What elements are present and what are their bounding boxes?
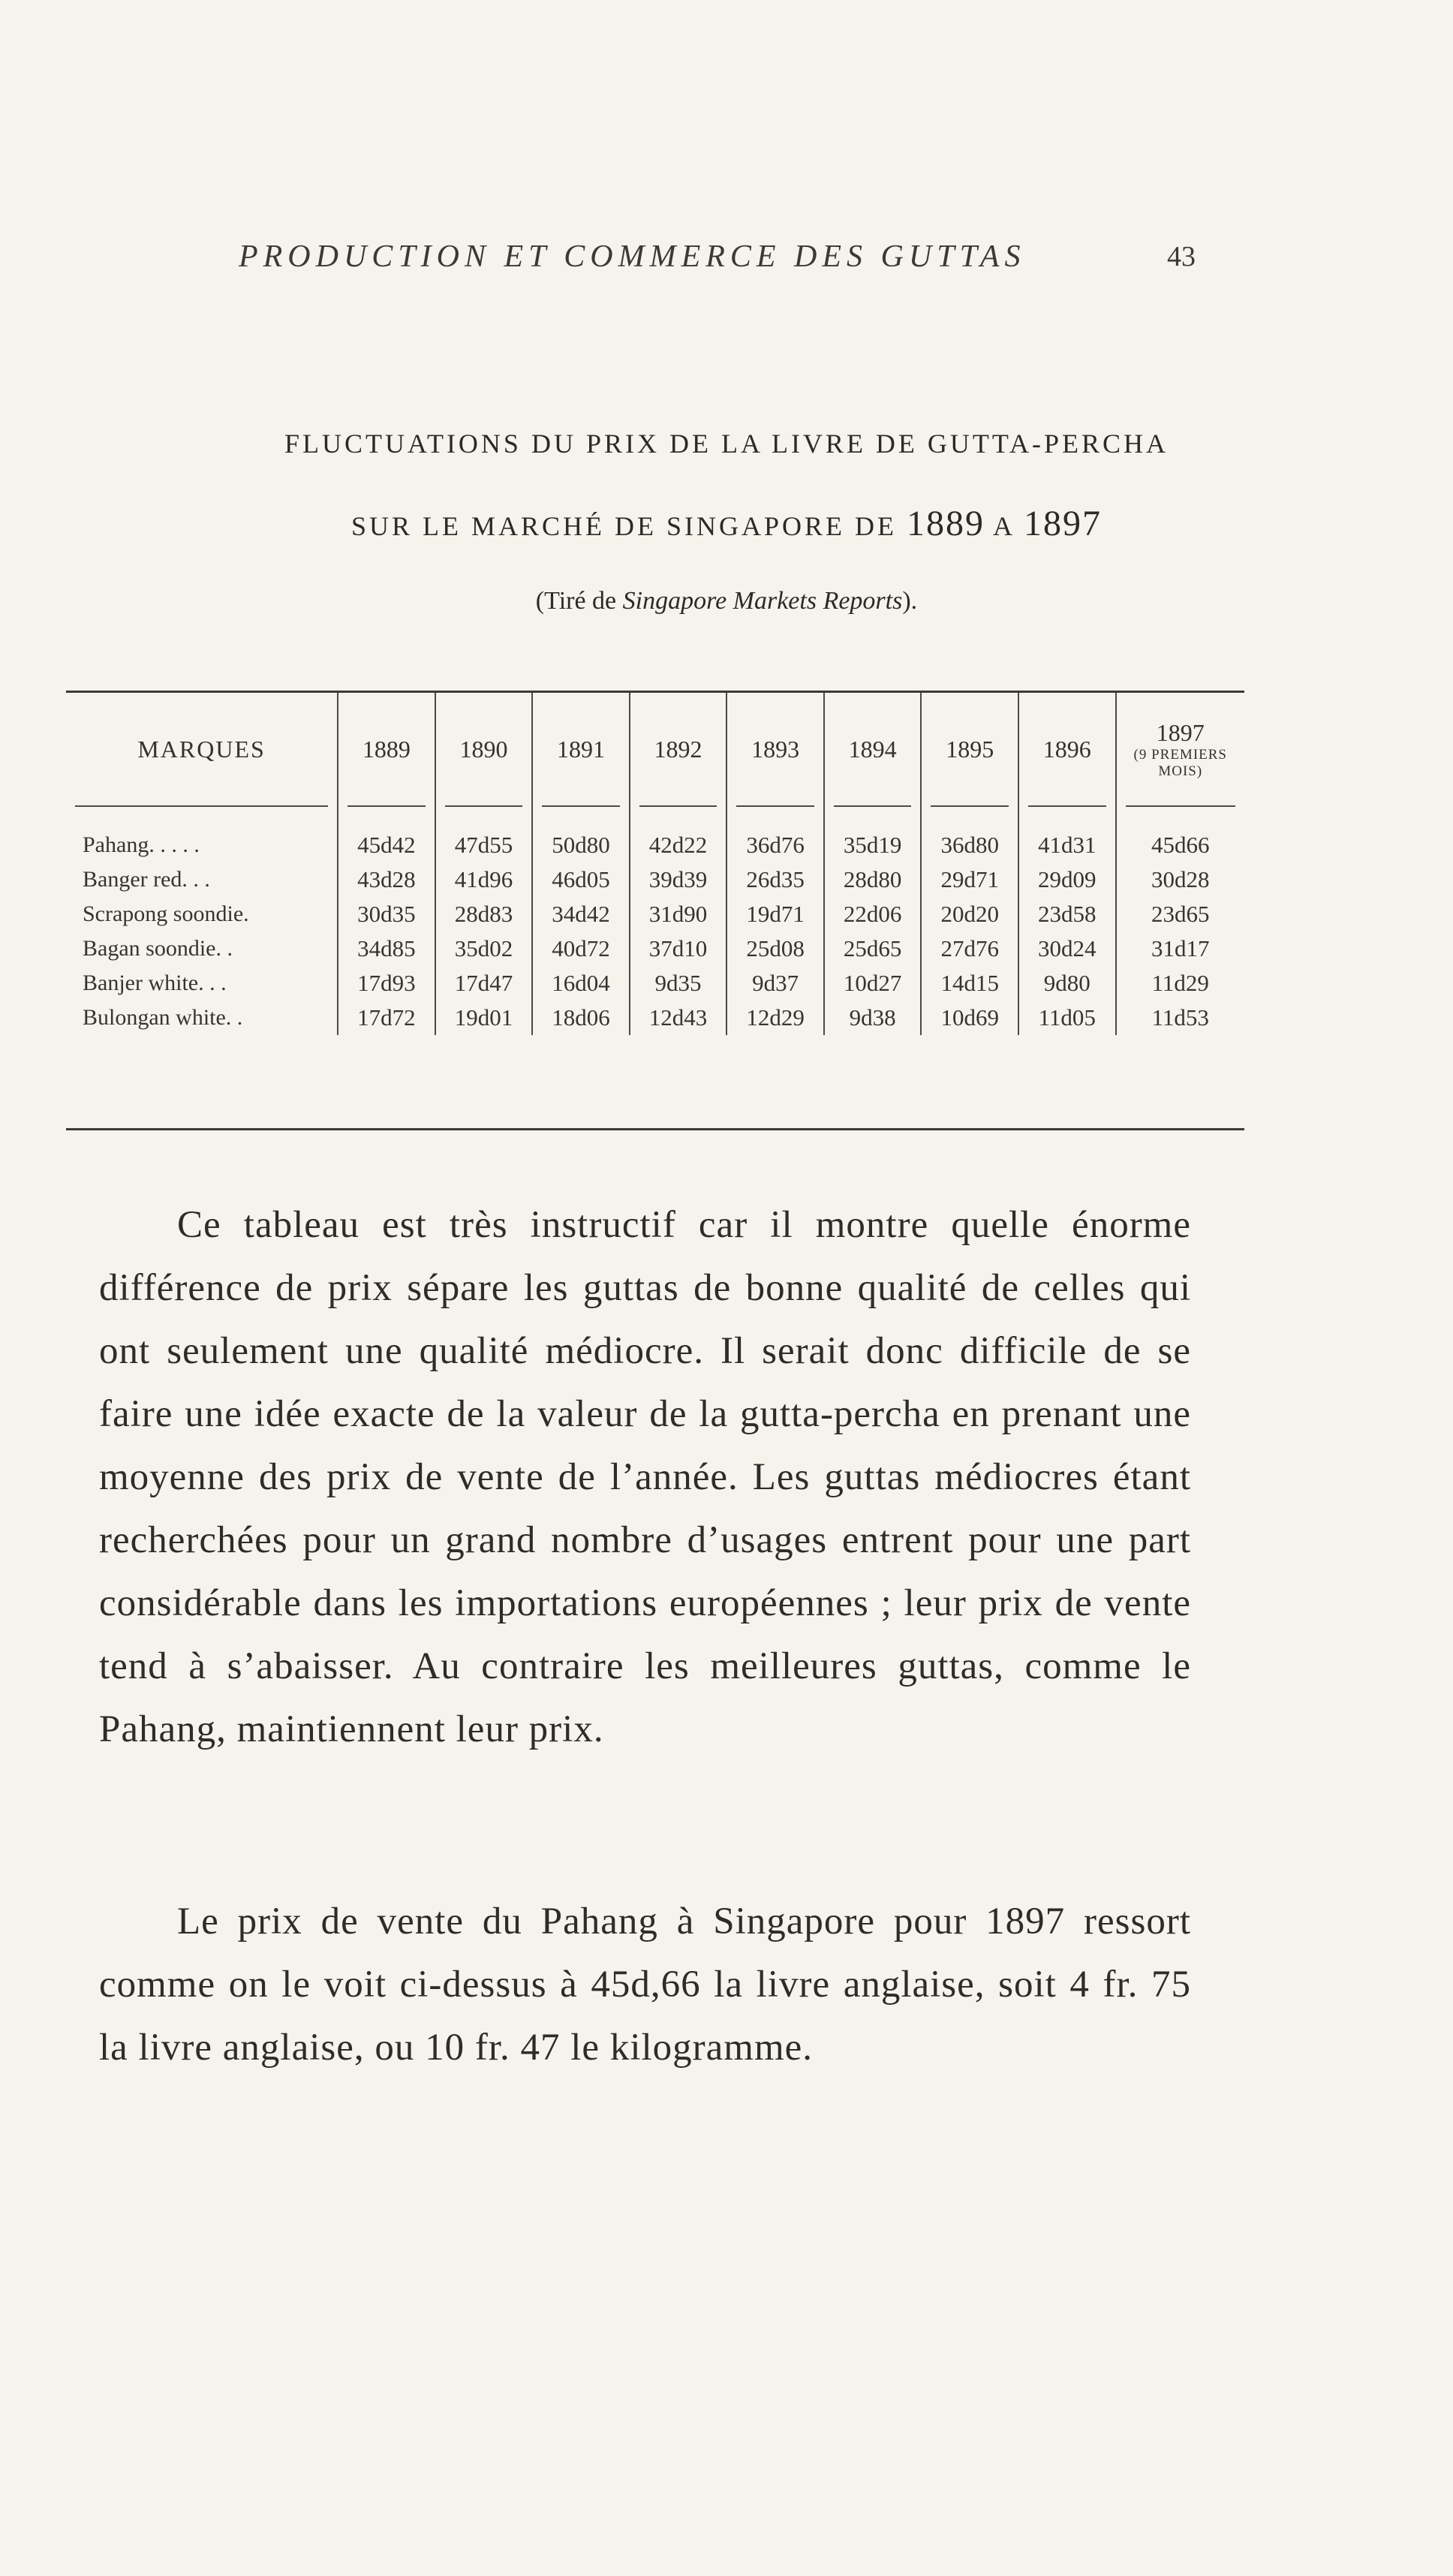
header-year: 1896 [1018,693,1116,805]
price-cell: 46d05 [532,862,630,897]
price-cell: 25d08 [726,931,824,966]
source-prefix: (Tiré de [535,587,623,615]
price-cell: 28d83 [435,897,533,931]
mark-name-cell: Scrapong soondie. [83,901,249,926]
price-cell: 47d55 [435,828,533,862]
mark-name-cell: Banger red. . . [83,867,210,892]
price-cell: 35d19 [824,828,922,862]
price-cell: 37d10 [630,931,727,966]
header-marques: MARQUES [137,735,266,763]
source-title: Singapore Markets Reports [622,587,903,615]
paragraph-text: Le prix de vente du Pahang à Singapore pour 1897 ressort comme on le voit ci-dessus à 45d,66 la livre anglaise, soit 4 fr. 75 la livre anglaise, ou 10 fr. 47 le kilogramme. [99,1900,1191,2069]
price-cell: 9d35 [630,966,727,1001]
price-cell: 19d01 [435,1001,533,1035]
header-year: 1894 [824,693,922,805]
price-cell: 26d35 [726,862,824,897]
header-year: 1890 [435,693,533,805]
price-cell: 43d28 [338,862,435,897]
price-cell: 29d09 [1018,862,1116,897]
price-cell: 19d71 [726,897,824,931]
price-cell: 35d02 [435,931,533,966]
price-cell: 9d80 [1018,966,1116,1001]
header-last-year: 1897 [1156,718,1205,746]
header-year: 1892 [630,693,727,805]
mark-name-cell: Pahang. . . . . [83,832,200,857]
price-table [66,693,1244,1035]
price-cell: 40d72 [532,931,630,966]
mark-name-cell: Bagan soondie. . [83,936,233,961]
price-cell: 17d72 [338,1001,435,1035]
table-row [66,828,1244,862]
price-cell: 34d42 [532,897,630,931]
paragraph-2 [99,1890,1191,2079]
price-cell: 30d28 [1116,862,1244,897]
price-cell: 23d65 [1116,897,1244,931]
table-subtitle [0,503,1453,544]
price-cell: 27d76 [921,931,1018,966]
price-cell: 36d80 [921,828,1018,862]
header-rule-row [66,805,1244,828]
price-cell: 9d38 [824,1001,922,1035]
price-cell: 14d15 [921,966,1018,1001]
price-cell: 45d42 [338,828,435,862]
price-cell: 41d96 [435,862,533,897]
price-cell: 25d65 [824,931,922,966]
table-header-row [66,693,1244,805]
header-year: 1895 [921,693,1018,805]
table-row [66,966,1244,1001]
price-table-frame [66,691,1244,1130]
header-year: 1891 [532,693,630,805]
price-cell: 18d06 [532,1001,630,1035]
year-to: 1897 [1024,504,1103,543]
price-cell: 22d06 [824,897,922,931]
price-cell: 31d90 [630,897,727,931]
price-cell: 31d17 [1116,931,1244,966]
price-cell: 10d69 [921,1001,1018,1035]
price-cell: 17d93 [338,966,435,1001]
page-number: 43 [1167,241,1196,272]
year-from: 1889 [907,504,985,543]
price-cell: 12d29 [726,1001,824,1035]
price-cell: 10d27 [824,966,922,1001]
price-cell: 23d58 [1018,897,1116,931]
header-year: 1893 [726,693,824,805]
table-row [66,931,1244,966]
price-cell: 45d66 [1116,828,1244,862]
header-last-note: (9 PREMIERS MOIS) [1133,746,1227,779]
price-cell: 30d35 [338,897,435,931]
mark-name-cell: Bulongan white. . [83,1005,243,1030]
price-cell: 42d22 [630,828,727,862]
price-cell: 11d53 [1116,1001,1244,1035]
price-cell: 50d80 [532,828,630,862]
price-cell: 30d24 [1018,931,1116,966]
price-cell: 41d31 [1018,828,1116,862]
price-cell: 28d80 [824,862,922,897]
header-year-1897 [1116,693,1244,805]
price-cell: 36d76 [726,828,824,862]
price-cell: 39d39 [630,862,727,897]
price-cell: 11d29 [1116,966,1244,1001]
source-suffix: ). [902,587,918,615]
price-cell: 29d71 [921,862,1018,897]
table-body [66,805,1244,1035]
price-cell: 20d20 [921,897,1018,931]
mark-name-cell: Banjer white. . . [83,971,227,995]
table-row [66,1001,1244,1035]
subtitle-prefix: SUR LE MARCHÉ DE SINGAPORE DE [350,511,897,541]
price-cell: 9d37 [726,966,824,1001]
source-note [0,587,1453,615]
table-row [66,897,1244,931]
price-cell: 12d43 [630,1001,727,1035]
price-cell: 16d04 [532,966,630,1001]
price-cell: 11d05 [1018,1001,1116,1035]
price-cell: 34d85 [338,931,435,966]
running-title: PRODUCTION ET COMMERCE DES GUTTAS [239,239,1026,274]
price-cell: 17d47 [435,966,533,1001]
running-head [0,239,1453,284]
paragraph-text: Ce tableau est très instructif car il montre quelle énorme différence de prix sépare les guttas de bonne qualité de celles qui ont seulement une qualité médiocre. Il serait donc difficile de se faire une idée exacte de la valeur de la gutta-percha en prenant une moyenne des prix de vente de l’année. Les guttas médiocres étant recherchées pour un grand nombre d’usages entrent pour une part considérable dans les importations européennes ; leur prix de vente tend à s’abaisser. Au contraire les meilleures guttas, comme le Pahang, maintiennent leur prix. [99,1204,1191,1750]
paragraph-1 [99,1193,1191,1761]
header-year: 1889 [338,693,435,805]
table-title: FLUCTUATIONS DU PRIX DE LA LIVRE DE GUTTA-PERCHA [284,429,1169,459]
table-row [66,862,1244,897]
word-to: A [993,511,1015,541]
